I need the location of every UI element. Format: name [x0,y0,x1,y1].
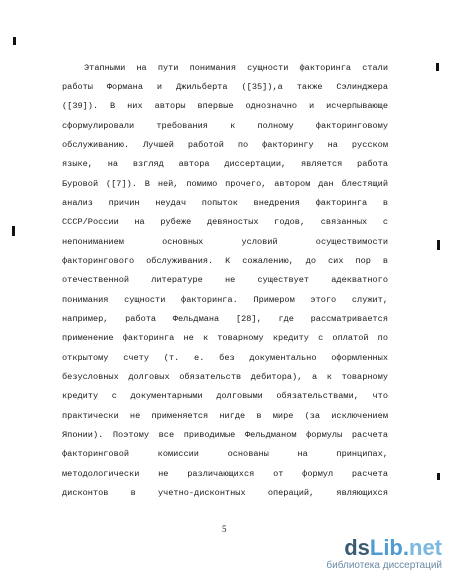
text-line: обслуживанию. Лучшей работой по факторингу на русском [62,140,388,150]
text-line: дисконтов в учетно-дисконтных операций, являющихся [62,488,388,498]
watermark-logo [344,536,442,560]
text-line: открытому счету (т. е. без документально оформленных [62,353,388,363]
text-line: практически не применяется нигде в мире (за исключением [62,411,388,421]
text-line: отечественной литературе не существует адекватного [62,275,388,285]
text-line: работы Формана и Джильберта ([35]),а также Сэлинджера [62,82,388,92]
text-line: кредиту с документарными долговыми обязательствами, что [62,391,388,401]
scan-speck [436,63,439,71]
text-line: понимания сущности факторинга. Примером этого служит, [62,295,388,305]
watermark-logo-dot: . [402,535,409,560]
text-line: сформулировали требования к полному факторинговому [62,121,388,131]
text-line: например, работа Фельдмана [28], где рассматривается [62,314,388,324]
text-line: применение факторинга не к товарному кредиту с оплатой по [62,333,388,343]
scan-speck [13,37,16,45]
watermark-subtitle: библиотека диссертаций [326,560,442,571]
dslib-watermark[interactable] [324,536,442,574]
text-line: факторингового обслуживания. К сожалению, до сих пор в [62,256,388,266]
scan-speck [437,240,440,250]
page-number: 5 [222,524,227,534]
watermark-logo-lib: Lib [369,535,403,560]
watermark-logo-ds: ds [344,535,370,560]
text-line: Этапными на пути понимания сущности факторинга стали [84,63,388,73]
text-line: языке, на взгляд автора диссертации, является работа [62,159,388,169]
text-line: непониманием основных условий осуществимости [62,237,388,247]
text-line: методологически не различающихся от формул расчета [62,469,388,479]
text-line: Буровой ([7]). В ней, помимо прочего, автором дан блестящий [62,179,388,189]
text-line: Японии). Поэтому все приводимые Фельдманом формулы расчета [62,430,388,440]
text-line: анализ причин неудач попыток внедрения факторинга в [62,198,388,208]
scan-speck [437,473,440,480]
text-line: ([39]). В них авторы впервые однозначно и исчерпывающе [62,101,388,111]
text-line: факторинговой комиссии основаны на принципах, [62,449,388,459]
watermark-logo-net: net [409,535,442,560]
scan-speck [12,226,15,236]
text-line: СССР/России на рубеже девяностых годов, связанных с [62,217,388,227]
text-line: безусловных долговых обязательств дебитора), а к товарному [62,372,388,382]
